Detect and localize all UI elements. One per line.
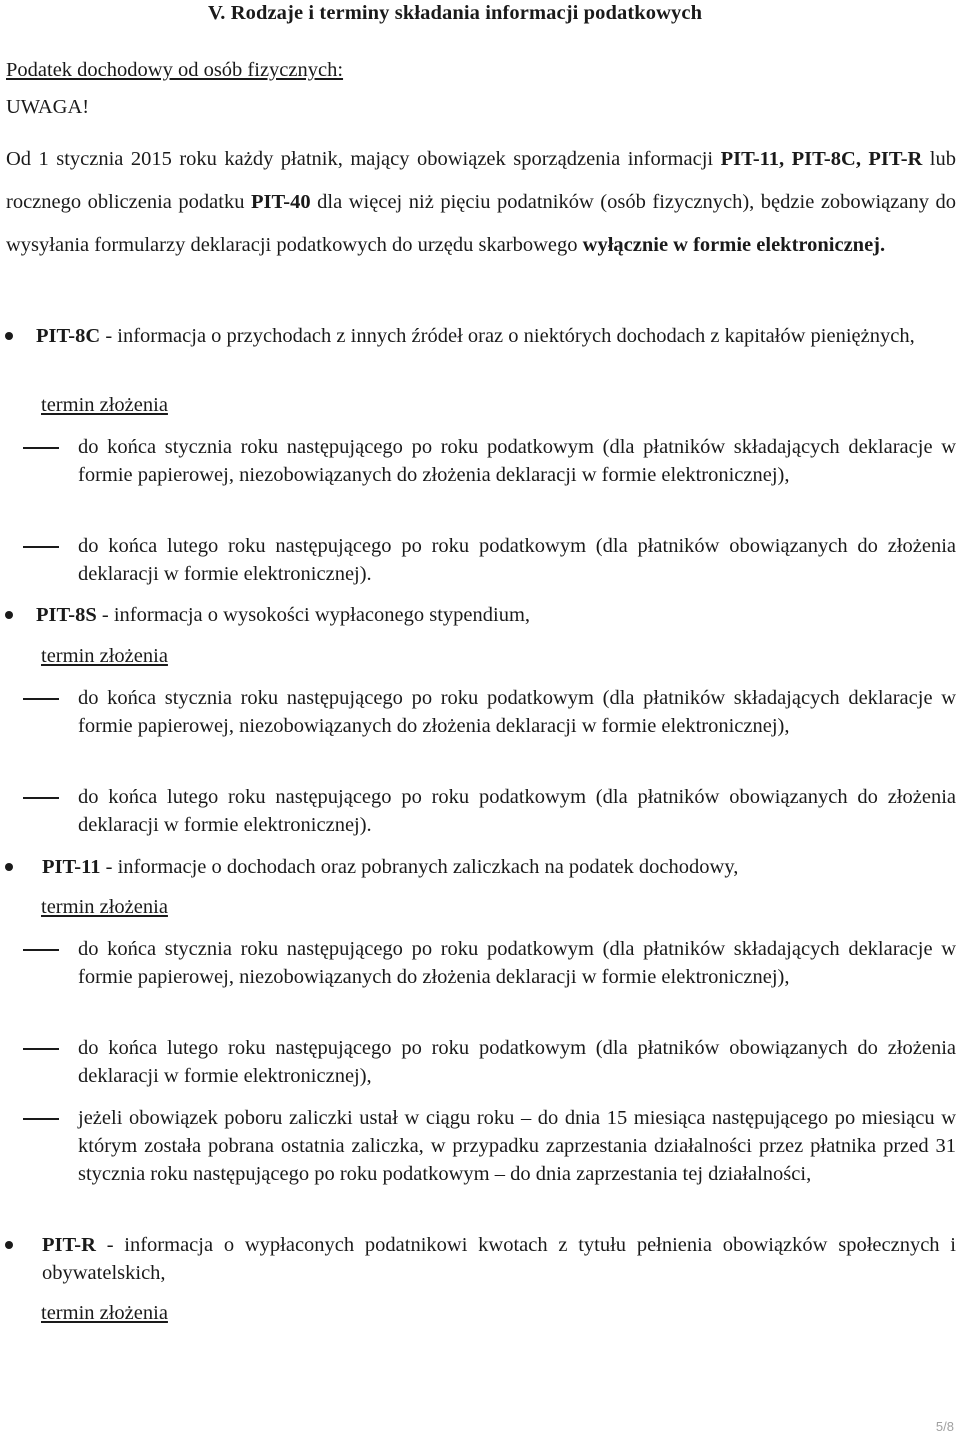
term-label: termin złożenia [41, 645, 168, 667]
form-item-pit-8c [36, 322, 956, 350]
deadline-text: do końca lutego roku następującego po roku podatkowym (dla płatników obowiązanych do złożenia deklaracji w formie elektronicznej). [78, 786, 956, 836]
deadline-text: do końca stycznia roku następującego po roku podatkowym (dla płatników składających deklaracje w formie papierowej, niezobowiązanych do złożenia deklaracji w formie elektronicznej), [78, 687, 956, 737]
note-paragraph [6, 138, 956, 267]
deadline-item [78, 532, 956, 588]
form-item-pit-r [42, 1231, 956, 1287]
deadline-text: jeżeli obowiązek poboru zaliczki ustał w ciągu roku – do dnia 15 miesiąca następującego po miesiącu w którym została pobrana ostatnia zaliczka, w przypadku zaprzestania działalności przez płatnika przed 31 stycznia roku następującego po roku podatkowym – do dnia zaprzestania tej działalności, [78, 1107, 956, 1185]
term-label: termin złożenia [41, 896, 168, 918]
form-name: PIT-11 [42, 856, 101, 878]
form-item-pit-8s [36, 601, 956, 629]
deadline-item [78, 1104, 956, 1188]
note-label: UWAGA! [6, 96, 90, 118]
dash-icon [23, 698, 59, 700]
bullet-icon [5, 863, 13, 871]
deadline-item [78, 433, 956, 489]
note-text-2: lub rocznego obliczenia podatku [6, 148, 956, 213]
deadline-item [78, 935, 956, 991]
deadline-item [78, 783, 956, 839]
deadline-text: do końca stycznia roku następującego po roku podatkowym (dla płatników składających deklaracje w formie papierowej, niezobowiązanych do złożenia deklaracji w formie elektronicznej), [78, 436, 956, 486]
bullet-icon [5, 1241, 13, 1249]
form-name: PIT-8C [36, 325, 101, 347]
bullet-icon [5, 332, 13, 340]
form-description: - informacja o wysokości wypłaconego stypendium, [96, 604, 531, 626]
deadline-text: do końca lutego roku następującego po roku podatkowym (dla płatników obowiązanych do złożenia deklaracji w formie elektronicznej). [78, 535, 956, 585]
deadline-item [78, 1034, 956, 1090]
note-bold-2: PIT-40 [251, 191, 311, 213]
form-description: - informacja o przychodach z innych źródeł oraz o niektórych dochodach z kapitałów pieniężnych, [100, 325, 915, 347]
note-text-3: dla więcej niż pięciu podatników (osób fizycznych), będzie zobowiązany do wysyłania formularzy deklaracji podatkowych do urzędu skarbowego [6, 191, 957, 256]
term-label: termin złożenia [41, 1302, 168, 1324]
page-number: 5/8 [935, 1419, 954, 1434]
dash-icon [23, 546, 59, 548]
form-description: - informacja o wypłaconych podatnikowi kwotach z tytułu pełnienia obowiązków społecznych i obywatelskich, [42, 1234, 956, 1284]
note-bold-1: PIT-11, PIT-8C, PIT-R [720, 148, 923, 170]
deadline-text: do końca stycznia roku następującego po roku podatkowym (dla płatników składających deklaracje w formie papierowej, niezobowiązanych do złożenia deklaracji w formie elektronicznej), [78, 938, 956, 988]
form-item-pit-11 [42, 853, 956, 881]
dash-icon [23, 1048, 59, 1050]
page-title: V. Rodzaje i terminy składania informacji podatkowych [208, 2, 703, 24]
term-label: termin złożenia [41, 394, 168, 416]
dash-icon [23, 949, 59, 951]
dash-icon [23, 447, 59, 449]
form-name: PIT-8S [36, 604, 97, 626]
section-heading: Podatek dochodowy od osób fizycznych: [6, 59, 344, 81]
dash-icon [23, 797, 59, 799]
note-bold-3: wyłącznie w formie elektronicznej. [582, 234, 886, 256]
deadline-item [78, 684, 956, 740]
form-description: - informacje o dochodach oraz pobranych zaliczkach na podatek dochodowy, [100, 856, 739, 878]
note-text-1: Od 1 stycznia 2015 roku każdy płatnik, mający obowiązek sporządzenia informacji [6, 148, 721, 170]
form-name: PIT-R [42, 1234, 96, 1256]
deadline-text: do końca lutego roku następującego po roku podatkowym (dla płatników obowiązanych do złożenia deklaracji w formie elektronicznej), [78, 1037, 956, 1087]
dash-icon [23, 1118, 59, 1120]
bullet-icon [5, 611, 13, 619]
